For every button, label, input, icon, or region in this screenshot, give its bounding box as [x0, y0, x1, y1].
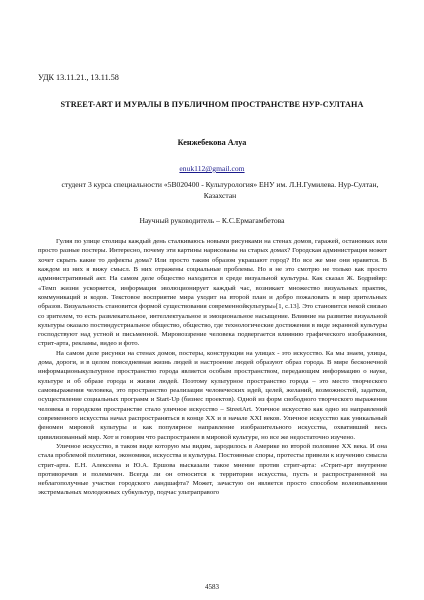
page-number: 4583	[205, 583, 219, 591]
author-email-link[interactable]: enuk112@gmail.com	[179, 164, 245, 173]
body-paragraph: Гуляя по улице столицы каждый день сталкиваюсь новыми рисунками на стенах домов, гаражей, остановках или просто разные постеры. Интересно, почему эти картины нарисованы на старых домах? Городская администрация может хочет скрыть какие то дефекты дома? Или просто таким образом украшают город? Но все же мне они нравятся. В каждом из них я вижу смысл. В них отражены социальные проблемы. Но я не это смотрю не только как просто административный акт. На самом деле общество находится в среде визуальной культуры. Как сказал Ж. Бодрийяр: «Темп жизни ускоряется, информация эволюционирует каждый час, возникает множество визуальных практик, коммуникаций и кодов. Текстовое восприятие мира уходит на второй план и добро пожаловать в мир зрительных образов. Визуальность становится формой существования современнойкультуры»[1, с.13]. Это становится некой связью со зрителем, то есть развлекательное, интеллектуальное и эмоциональное насыщение. Влияние на развитие визуальной культуры оказало постиндустриальное общество, общество, где технологические достижения в виде экранной культуры господствуют над устной и письменной. Мировоззрение человека подвергается влиянию графического изображения, стрит-арта, рекламы, видео и фото.	[38, 238, 387, 348]
scientific-advisor: Научный руководитель – К.С.Ермагамбетова	[139, 216, 285, 225]
udc-code: УДК 13.11.21., 13.11.58	[38, 73, 119, 82]
article-title: STREET-ART И МУРАЛЫ В ПУБЛИЧНОМ ПРОСТРАНСТВЕ НУР-СУЛТАНА	[60, 100, 364, 109]
author-affiliation: студент 3 курса специальности «5В020400 - Культурология» ЕНУ им. Л.Н.Гумилева. Нур-Султан, Казахстан	[61, 180, 379, 200]
author-name: Кенжебекова Алуа	[177, 138, 247, 147]
body-paragraph: На самом деле рисунки на стенах домов, постеры, конструкции на улицах - это искусство. Ка мы знаем, улицы, дома, дороги, и в целом повседневная жизнь людей и настроение людей образуют образ города. В мире бесконечной информационыкультурное пространство города является особым пространством, передающим информацию о науке, культуре и об образе города и жизни людей. Поэтому культурное пространство города – это место творческого самовыражения человека, это пространство реализации человеческих идей, целей, желаний, возможностей, задатков, осуществление социальных программ и Start-Up (бизнес проектов). Одной из форм свободного творческого выражения человека в городском пространстве стало уличное искусство – StreetArt. Уличное искусство как одно из направлений современного искусства начал распространяться в конце XX и в начале XXI веков. Уличное искусство как уникальный феномен мировой культуры и как популярное направление изобразительного искусства, охвативший весь цивилизованный мир. Хот и говорим что распространен в мировой культуре, но все же недостаточно изучено.	[38, 349, 387, 441]
article-body	[38, 237, 387, 498]
body-paragraph: Уличное искусство, в таком виде которую мы видим, зародилось в Америке во второй половине XX века. И она стала проблемой политики, экономики, искусства и культуры. Постоянные споры, протесты привели к изучению смысла стрит-арта. Е.Н. Алексеева и Ю.А. Ершова высказали такое мнение против стрит-арта: «Стрит-арт внутренне противоречив и полемичен. Всегда ли он относится к территории искусства, пусть и распространенной на неблагополучные участки городского ландшафта? Может, зачастую он является просто способом волеизъявления экстремальных молодежных субкультур, подчас ультраправого	[38, 442, 387, 497]
